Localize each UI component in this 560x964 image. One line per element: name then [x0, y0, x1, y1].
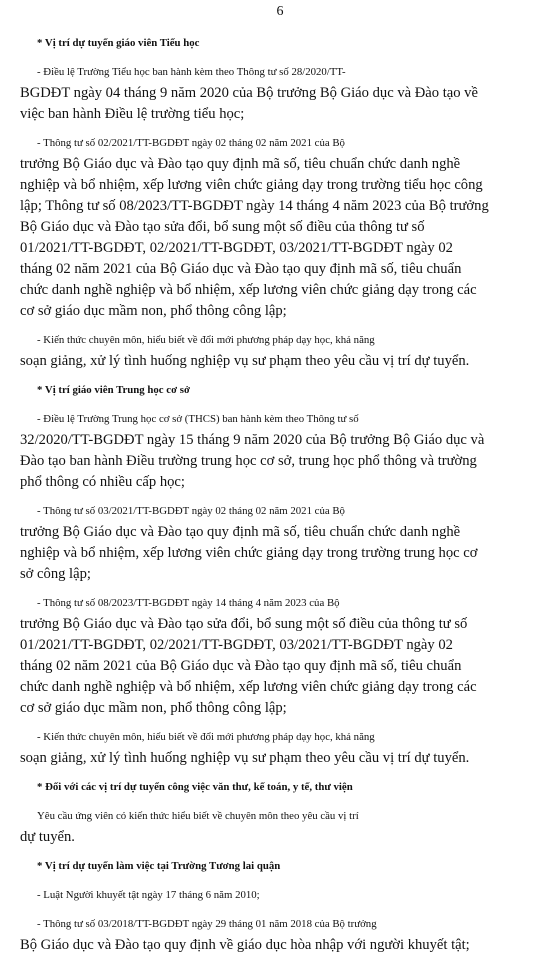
paragraph	[20, 885, 540, 906]
text-line: - Thông tư số 03/2018/TT-BGDĐT ngày 29 tháng 01 năm 2018 của Bộ trưởng	[37, 918, 377, 930]
section-heading: * Vị trí dự tuyển làm việc tại Trường Tương lai quận	[37, 860, 281, 872]
text-line: - Thông tư số 02/2021/TT-BGDĐT ngày 02 tháng 02 năm 2021 của Bộ	[37, 137, 345, 149]
text-line: - Kiến thức chuyên môn, hiểu biết về đổi mới phương pháp dạy học, khả năng	[37, 334, 375, 346]
text-line: - Điều lệ Trường Tiểu học ban hành kèm theo Thông tư số 28/2020/TT-	[37, 66, 346, 78]
text-line: BGDĐT ngày 04 tháng 9 năm 2020 của Bộ trưởng Bộ Giáo dục và Đào tạo về	[20, 85, 478, 101]
text-line: - Điều lệ Trường Trung học cơ sở (THCS) ban hành kèm theo Thông tư số	[37, 413, 359, 425]
text-line: trưởng Bộ Giáo dục và Đào tạo quy định mã số, tiêu chuẩn chức danh nghề	[20, 524, 461, 540]
paragraph	[20, 593, 540, 719]
text-line: soạn giảng, xử lý tình huống nghiệp vụ sư phạm theo yêu cầu vị trí dự tuyển.	[20, 353, 470, 369]
text-line: 32/2020/TT-BGDĐT ngày 15 tháng 9 năm 2020 của Bộ trưởng Bộ Giáo dục và	[20, 432, 485, 448]
text-line: Đào tạo ban hành Điều trường trung học cơ sở, trung học phổ thông và trường	[20, 453, 477, 469]
document-body	[20, 33, 540, 964]
paragraph	[20, 133, 540, 322]
text-line: soạn giảng, xử lý tình huống nghiệp vụ sư phạm theo yêu cầu vị trí dự tuyển.	[20, 750, 470, 766]
section-heading: * Vị trí giáo viên Trung học cơ sở	[37, 384, 190, 396]
text-line: trưởng Bộ Giáo dục và Đào tạo quy định mã số, tiêu chuẩn chức danh nghề	[20, 156, 461, 172]
text-line: 01/2021/TT-BGDĐT, 02/2021/TT-BGDĐT, 03/2021/TT-BGDĐT ngày 02	[20, 240, 453, 256]
text-line: cơ sở giáo dục mầm non, phổ thông công lập;	[20, 303, 287, 319]
text-line: Bộ Giáo dục và Đào tạo sửa đổi, bổ sung một số điều của thông tư số	[20, 219, 425, 235]
paragraph	[20, 62, 540, 125]
paragraph	[20, 501, 540, 585]
text-line: tháng 02 năm 2021 của Bộ Giáo dục và Đào tạo quy định mã số, tiêu chuẩn	[20, 261, 462, 277]
text-line: phổ thông có nhiều cấp học;	[20, 474, 185, 490]
section-heading: * Vị trí dự tuyển giáo viên Tiểu học	[37, 37, 200, 49]
text-line: chức danh nghề nghiệp và bổ nhiệm, xếp lương viên chức giảng dạy trong các	[20, 679, 477, 695]
page-number: 6	[276, 4, 284, 19]
text-line: - Luật Người khuyết tật ngày 17 tháng 6 năm 2010;	[37, 889, 260, 901]
paragraph	[20, 330, 540, 372]
paragraph	[20, 914, 540, 956]
text-line: - Kiến thức chuyên môn, hiểu biết về đổi mới phương pháp dạy học, khả năng	[37, 731, 375, 743]
text-line: chức danh nghề nghiệp và bổ nhiệm, xếp lương viên chức giảng dạy trong các	[20, 282, 477, 298]
text-line: tháng 02 năm 2021 của Bộ Giáo dục và Đào tạo quy định mã số, tiêu chuẩn	[20, 658, 462, 674]
text-line: 01/2021/TT-BGDĐT, 02/2021/TT-BGDĐT, 03/2021/TT-BGDĐT ngày 02	[20, 637, 453, 653]
text-line: trưởng Bộ Giáo dục và Đào tạo sửa đổi, bổ sung một số điều của thông tư số	[20, 616, 468, 632]
text-line: lập; Thông tư số 08/2023/TT-BGDĐT ngày 14 tháng 4 năm 2023 của Bộ trưởng	[20, 198, 489, 214]
text-line: - Thông tư số 03/2021/TT-BGDĐT ngày 02 tháng 02 năm 2021 của Bộ	[37, 505, 345, 517]
text-line: sở công lập;	[20, 566, 91, 582]
text-line: việc ban hành Điều lệ trường tiểu học;	[20, 106, 245, 122]
paragraph	[20, 727, 540, 769]
text-line: Bộ Giáo dục và Đào tạo quy định về giáo dục hòa nhập với người khuyết tật;	[20, 937, 470, 953]
text-line: dự tuyển.	[20, 829, 75, 845]
text-line: nghiệp và bổ nhiệm, xếp lương viên chức giảng dạy trong trường trung học cơ	[20, 545, 478, 561]
text-line: Yêu cầu ứng viên có kiến thức hiểu biết về chuyên môn theo yêu cầu vị trí	[37, 810, 359, 822]
paragraph	[20, 409, 540, 493]
text-line: - Thông tư số 08/2023/TT-BGDĐT ngày 14 tháng 4 năm 2023 của Bộ	[37, 597, 340, 609]
section-heading: * Đối với các vị trí dự tuyển công việc văn thư, kế toán, y tế, thư viện	[37, 781, 353, 793]
text-line: cơ sở giáo dục mầm non, phổ thông công lập;	[20, 700, 287, 716]
text-line: nghiệp và bổ nhiệm, xếp lương viên chức giảng dạy trong trường tiểu học công	[20, 177, 483, 193]
paragraph	[20, 806, 540, 848]
